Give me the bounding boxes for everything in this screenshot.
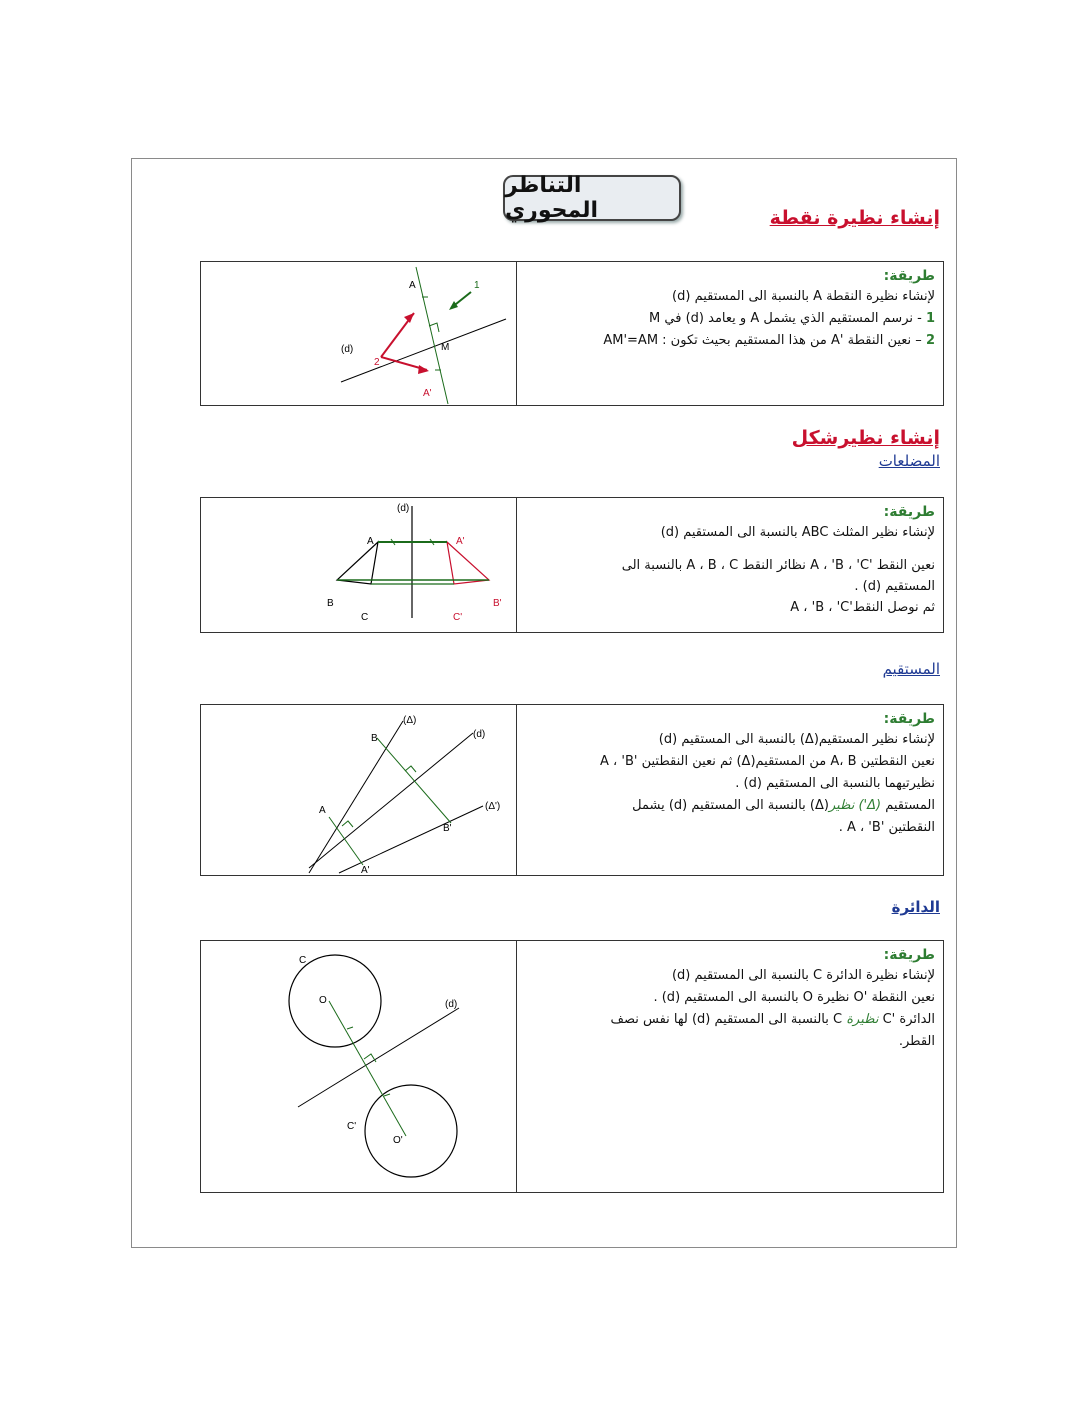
label-M: M bbox=[441, 342, 450, 353]
method-title: طريقة: bbox=[883, 711, 935, 727]
line-line2: نظيرتيهما بالنسبة الى المستقيم (d) . bbox=[735, 776, 935, 791]
circle-line2 bbox=[523, 1009, 935, 1031]
label-B-prime: B' bbox=[443, 823, 452, 834]
table-row-line bbox=[200, 704, 944, 876]
label-B: B bbox=[327, 598, 334, 609]
label-C: C bbox=[299, 955, 307, 966]
label-B-prime: B' bbox=[493, 598, 502, 609]
polygon-line2: المستقيم (d) . bbox=[854, 579, 935, 594]
label-O-prime: O' bbox=[393, 1135, 403, 1146]
figure-line-reflection bbox=[201, 705, 517, 875]
label-1: 1 bbox=[474, 280, 480, 291]
circle-line2-part3: C بالنسبة الى المستقيم (d) لها نفس نصف bbox=[610, 1012, 847, 1027]
label-A: A bbox=[319, 805, 326, 816]
step1-text: - نرسم المستقيم الذي يشمل A و يعامد (d) في M bbox=[649, 311, 926, 326]
method-title: طريقة: bbox=[883, 504, 935, 520]
label-O: O bbox=[319, 995, 327, 1006]
line-line3-part1: المستقيم bbox=[881, 798, 935, 813]
line-delta-prime bbox=[339, 806, 483, 873]
table-row-point bbox=[200, 261, 944, 406]
label-C: C bbox=[361, 612, 369, 623]
label-C-prime: C' bbox=[453, 612, 463, 623]
triangle-ABC-prime bbox=[447, 542, 489, 584]
polygon-line3: ثم نوصل النقط'A ، 'B ، 'C bbox=[790, 600, 935, 615]
subheading-line: المستقيم bbox=[882, 660, 940, 678]
label-B: B bbox=[371, 733, 378, 744]
label-C-prime: C' bbox=[347, 1121, 357, 1132]
circle-line2-part2: نظيرة bbox=[846, 1012, 879, 1027]
label-d: (d) bbox=[445, 999, 458, 1010]
polygon-intro: لإنشاء نظير المثلث ABC بالنسبة الى المستقيم (d) bbox=[660, 525, 935, 540]
step1-number: 1 bbox=[925, 311, 935, 326]
text-polygon-method bbox=[517, 498, 943, 632]
step2-number: 2 bbox=[925, 333, 935, 348]
label-d: (d) bbox=[397, 503, 410, 514]
circle-line2-part1: الدائرة 'C bbox=[878, 1012, 935, 1027]
line-line4: النقطتين 'A ، 'B . bbox=[838, 820, 935, 835]
label-A-prime: A' bbox=[456, 536, 465, 547]
label-A: A bbox=[409, 280, 416, 291]
point-step2 bbox=[523, 330, 935, 352]
circle-line1: نعين النقطة 'O نظيرة O بالنسبة الى المستقيم (d) . bbox=[653, 990, 935, 1005]
subheading-circle: الدائرة bbox=[891, 898, 940, 916]
circle-C-prime bbox=[365, 1085, 457, 1177]
section-heading-point: إنشاء نظيرة نقطة bbox=[769, 207, 940, 229]
method-title: طريقة: bbox=[883, 947, 935, 963]
line-intro: لإنشاء نظير المستقيم(Δ) بالنسبة الى المستقيم (d) bbox=[658, 732, 935, 747]
page-title bbox=[503, 175, 681, 221]
label-A: A bbox=[367, 536, 374, 547]
line-line3-part3: (Δ) بالنسبة الى المستقيم (d) يشمل bbox=[632, 798, 829, 813]
step2-text: – نعين النقطة 'A من هذا المستقيم بحيث تكون : AM'=AM bbox=[603, 333, 926, 348]
label-delta: (Δ) bbox=[403, 715, 417, 726]
circle-line3: القطر. bbox=[898, 1034, 935, 1049]
figure-polygon-reflection bbox=[201, 498, 517, 632]
triangle-ABC bbox=[337, 542, 378, 584]
polygon-line1: نعين النقط 'A ، 'B ، 'C نظائر النقط A ، B ، C بالنسبة الى bbox=[621, 558, 935, 573]
text-circle-method bbox=[517, 941, 943, 1192]
table-row-polygon bbox=[200, 497, 944, 633]
line-d bbox=[341, 319, 506, 382]
label-A-prime: A' bbox=[423, 388, 432, 399]
point-step1 bbox=[523, 308, 935, 330]
label-delta-prime: (Δ') bbox=[485, 801, 501, 812]
label-2: 2 bbox=[374, 357, 380, 368]
line-line3-part2: (Δ') نظير bbox=[828, 798, 882, 813]
label-A-prime: A' bbox=[361, 865, 370, 876]
circle-intro: لإنشاء نظيرة الدائرة C بالنسبة الى المستقيم (d) bbox=[671, 968, 935, 983]
text-line-method bbox=[517, 705, 943, 875]
label-d: (d) bbox=[341, 344, 354, 355]
page-title-text: التناظر المحوري bbox=[505, 173, 599, 223]
figure-circle-reflection bbox=[201, 941, 517, 1192]
point-intro: لإنشاء نظيرة النقطة A بالنسبة الى المستقيم (d) bbox=[672, 289, 935, 304]
line-line1: نعين النقطتين A، B من المستقيم(Δ) ثم نعين النقطتين 'A ، 'B bbox=[600, 754, 935, 769]
section-heading-shape: إنشاء نظيرشكل bbox=[791, 427, 940, 449]
figure-point-reflection bbox=[201, 262, 517, 405]
text-point-method bbox=[517, 262, 943, 405]
table-row-circle bbox=[200, 940, 944, 1193]
method-title: طريقة: bbox=[883, 268, 935, 284]
perpendicular-line bbox=[416, 267, 448, 404]
label-d: (d) bbox=[473, 729, 486, 740]
subheading-polygons: المضلعات bbox=[878, 452, 940, 470]
line-line3 bbox=[523, 795, 935, 817]
circle-C bbox=[289, 955, 381, 1047]
line-d bbox=[309, 733, 473, 868]
